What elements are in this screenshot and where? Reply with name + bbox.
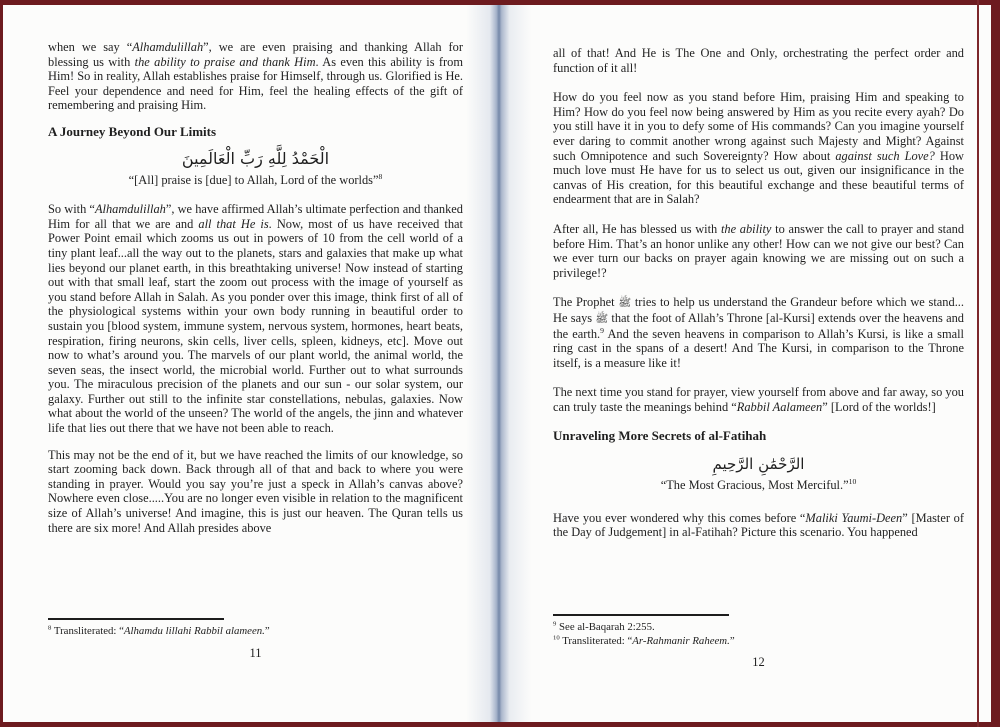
paragraph: The next time you stand for prayer, view yourself from above and far away, so you can truly taste the meanings behind “Rabbil Aalameen” [Lord of the worlds!] [553,385,964,414]
scan-border-top [0,0,1000,5]
footnote: $^{10}$ Transliterated: “Ar-Rahmanir Raheem.” [553,633,735,647]
page-number: 12 [752,655,765,669]
paragraph: The Prophet ﷺ tries to help us understand the Grandeur before which we stand... He says ﷺ that the foot of Allah’s Throne [al-Kursi] extends over the heavens and the earth.$^9$ And the seven heavens in comparison to Allah’s Kursi, is like a small ring cast in the spans of a desert! And The Kursi, in comparison to the Throne itself, is a measure like it! [553,295,964,370]
book-edge-line [977,0,979,727]
page-left [48,40,463,688]
footnote-divider [48,618,224,620]
section-heading: A Journey Beyond Our Limits [48,123,217,139]
footnote: $^9$ See al-Baqarah 2:255. [553,620,655,633]
book-spine-shadow [466,0,532,727]
arabic-verse: الْحَمْدُ لِلَّهِ رَبِّ الْعَالَمِينَ [181,148,330,168]
paragraph: This may not be the end of it, but we have reached the limits of our knowledge, so start zooming back down. Back through all of that and back to where you were standing in prayer. Would you say you’re just a speck in Allah’s canvas above? Nowhere even close.....You are no longer even visible in relation to the magnificent size of Allah’s universe! And imagine, this is just our heaven. The Quran tells us there are six more! And Allah presides above [48,447,463,535]
paragraph: all of that! And He is The One and Only, orchestrating the perfect order and function of it all! [553,46,964,75]
scan-border-bottom [0,722,1000,727]
page-footer [553,614,964,670]
paragraph: After all, He has blessed us with the ability to answer the call to prayer and stand before Him. That’s an honor unlike any other! How can we not give our best? Can we ever turn our backs on prayer again knowing we are missing out on such a privilege!? [553,221,965,280]
verse-translation: “The Most Gracious, Most Merciful.”$^{10}$ [660,476,857,493]
scan-border-left [0,0,3,727]
arabic-verse: الرَّحْمَٰنِ الرَّحِيمِ [712,455,805,474]
paragraph: Have you ever wondered why this comes before “Maliki Yaumi-Deen” [Master of the Day of Judgement] in al-Fatihah? Picture this scenario. You happened [553,510,964,540]
footnote-divider [553,614,729,616]
scan-border-right [991,0,1000,727]
verse-translation: “[All] praise is [due] to Allah, Lord of the worlds”$^8$ [128,171,383,187]
page-right [553,46,964,686]
paragraph: when we say “Alhamdulillah”, we are even praising and thanking Allah for blessing us with the ability to praise and thank Him. As even this ability is from Him! So in reality, Allah establishes praise for Himself, through us. Glorified is He. Feel your dependence and need for Him, feel the healing effects of the gift of remembering and praising Him. [48,40,463,113]
paragraph: So with “Alhamdulillah”, we have affirmed Allah’s ultimate perfection and thanked Him for all that we are and all that He is. Now, most of us have received that Power Point email which zooms us out in powers of 10 from the cell world of a tiny plant leaf...all the way out to the planets, stars and galaxies that make up what lies beyond our planet earth, in this breathtaking universe! Now instead of starting out with that small leaf, start the zoom out process with the image of yourself as you stand before Allah in Salah. As you ponder over this image, think first of all of the physiological systems within your own body running in beautiful order to sustain you [blood system, immune system, nervous system, hormones, heart beats, respiration, firing neurons, skin cells, liver cells, spleen, kidneys, etc]. Move out now to what’s around you. The marvels of our plant world, the animal world, the seven seas, the insect world, the microbial world. Further out to what surrounds you. The miraculous precision of the planets and our sun - our solar system, our galaxy. Further out still to the infinite star constellations, nebulas, galaxies. Now what about the world of the unseen? The world of the angels, the jinn and whatever life that lies out there that we have not been able to reach. [48,202,463,436]
page-footer [48,618,463,660]
paragraph: How do you feel now as you stand before Him, praising Him and speaking to Him? How do you feel now being answered by Him as you recite every ayah? Do you still have it in you to defy some of His commands? Can you imagine yourself ever daring to commit another wrong against such Majesty and Might? Against such Omnipotence and such Sovereignty? How about against such Love? How much love must He have for us to select us out, given our insignificance in the canvas of His creation, for this beautiful exchange and these beautiful terms of endearment that are in Salah? [553,90,965,207]
page-number: 11 [249,645,262,660]
footnote: $^8$ Transliterated: “Alhamdu lillahi Rabbil alameen.” [48,624,270,637]
section-heading: Unraveling More Secrets of al-Fatihah [553,428,767,444]
